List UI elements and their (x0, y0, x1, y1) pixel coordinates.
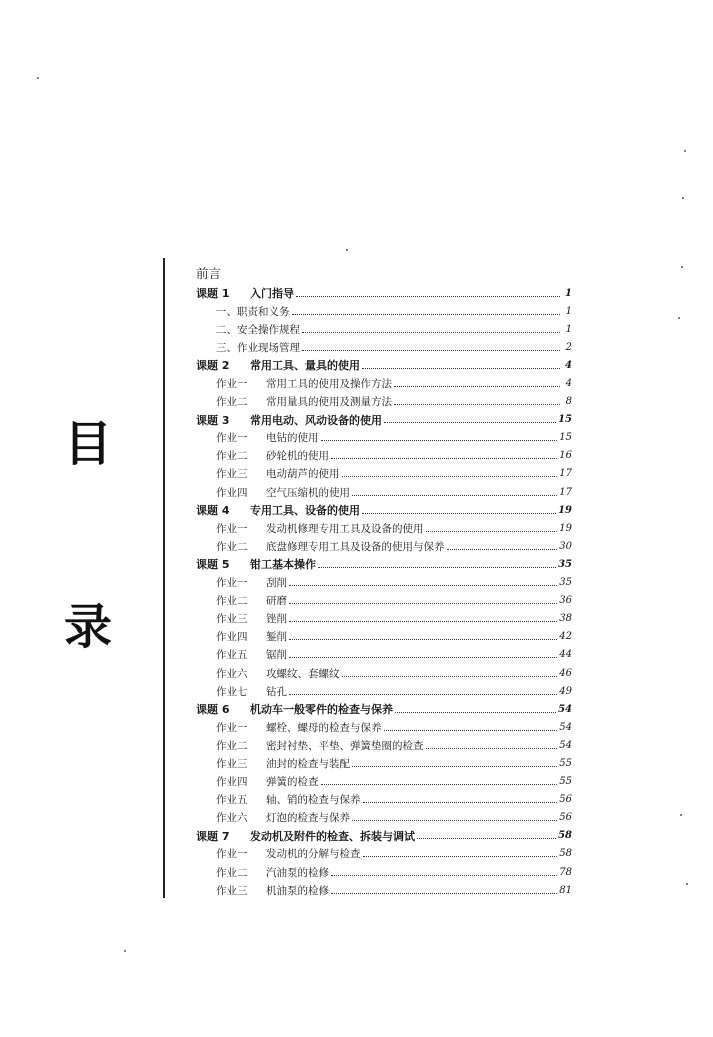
page-number: 4 (565, 378, 572, 390)
dot-leader (352, 758, 557, 767)
entry-title: 空气压缩机的使用 (266, 486, 350, 499)
entry-title: 机油泵的检修 (266, 884, 329, 897)
chapter-title: 发动机及附件的检查、拆装与调试 (250, 829, 415, 843)
entry-title: 电钻的使用 (266, 432, 319, 445)
entry-number: 作业三 (216, 468, 248, 481)
scan-speck (678, 317, 680, 319)
page-number: 35 (559, 577, 572, 589)
page-number: 55 (559, 776, 572, 788)
toc-entry[interactable] (196, 302, 572, 320)
dot-leader (352, 487, 557, 496)
dot-leader (363, 848, 558, 857)
toc-entry[interactable] (196, 465, 572, 483)
page-number: 30 (559, 540, 572, 552)
chapter-number: 课题 2 (196, 359, 230, 373)
entry-number: 作业六 (216, 812, 248, 825)
toc-entry[interactable] (196, 610, 572, 628)
toc-chapter[interactable] (196, 700, 572, 718)
entry-number: 作业一 (216, 522, 248, 535)
page-number: 58 (559, 848, 572, 860)
page-number: 36 (559, 595, 572, 607)
toc-chapter[interactable] (196, 411, 572, 429)
entry-title: 轴、销的检查与保养 (266, 794, 361, 807)
entry-number: 作业五 (216, 649, 248, 662)
page-number: 54 (558, 703, 572, 715)
chapter-number: 课题 4 (196, 504, 230, 518)
scan-speck (682, 197, 684, 199)
toc-entry[interactable] (196, 754, 572, 772)
toc-entry[interactable] (196, 881, 572, 899)
scan-speck (346, 249, 348, 251)
dot-leader (342, 468, 558, 477)
chapter-title: 常用工具、量具的使用 (250, 359, 360, 373)
entry-title: 弹簧的检查 (266, 776, 319, 789)
entry-title: 研磨 (266, 595, 287, 608)
toc-entry[interactable] (196, 393, 572, 411)
dot-leader (289, 577, 557, 586)
entry-title: 发动机修理专用工具及设备的使用 (266, 522, 424, 535)
toc-preface[interactable] (196, 262, 572, 284)
toc-entry[interactable] (196, 791, 572, 809)
page-number: 81 (559, 884, 572, 896)
page-number: 58 (558, 830, 572, 842)
page-number: 1 (565, 287, 572, 299)
chapter-number: 课题 7 (196, 829, 230, 843)
dot-leader (384, 414, 556, 423)
toc-chapter[interactable] (196, 827, 572, 845)
entry-title: 螺栓、螺母的检查与保养 (266, 721, 382, 734)
toc-chapter[interactable] (196, 501, 572, 519)
page-number: 54 (559, 739, 572, 751)
dot-leader (318, 559, 556, 568)
dot-leader (289, 613, 557, 622)
toc-chapter[interactable] (196, 356, 572, 374)
entry-number: 作业二 (216, 595, 248, 608)
entry-number: 作业三 (216, 757, 248, 770)
toc-entry[interactable] (196, 374, 572, 392)
toc-entry[interactable] (196, 845, 572, 863)
dot-leader (302, 342, 560, 351)
entry-number: 作业四 (216, 486, 248, 499)
dot-leader (362, 360, 560, 369)
chapter-title: 机动车一般零件的检查与保养 (250, 703, 393, 717)
toc-heading-char-1: 目 (63, 416, 112, 472)
entry-number: 作业五 (216, 794, 248, 807)
page-number: 46 (559, 667, 572, 679)
dot-leader (342, 668, 558, 677)
scan-speck (124, 950, 126, 952)
dot-leader (363, 794, 558, 803)
dot-leader (289, 649, 557, 658)
entry-number: 作业四 (216, 631, 248, 644)
entry-title: 刮削 (266, 577, 287, 590)
toc-entry[interactable] (196, 338, 572, 356)
scan-speck (681, 266, 683, 268)
entry-title: 攻螺纹、套螺纹 (266, 667, 340, 680)
dot-leader (384, 722, 558, 731)
scan-speck (684, 150, 686, 152)
dot-leader (296, 288, 560, 297)
chapter-title: 常用电动、风动设备的使用 (250, 413, 382, 427)
dot-leader (362, 505, 556, 514)
scan-speck (686, 883, 688, 885)
toc-entry[interactable] (196, 447, 572, 465)
entry-number: 作业三 (216, 884, 248, 897)
entry-title: 砂轮机的使用 (266, 450, 329, 463)
entry-number: 作业一 (216, 378, 248, 391)
toc-entry[interactable] (196, 646, 572, 664)
page-number: 55 (559, 757, 572, 769)
dot-leader (417, 830, 556, 839)
entry-number: 作业三 (216, 613, 248, 626)
page-number: 1 (565, 305, 572, 317)
chapter-number: 课题 3 (196, 413, 230, 427)
toc-entry[interactable] (196, 682, 572, 700)
entry-title: 底盘修理专用工具及设备的使用与保养 (266, 540, 445, 553)
entry-number: 作业一 (216, 848, 248, 861)
page-number: 19 (559, 522, 572, 534)
dot-leader (331, 450, 557, 459)
dot-leader (321, 432, 558, 441)
chapter-title: 专用工具、设备的使用 (250, 504, 360, 518)
chapter-number: 课题 1 (196, 287, 230, 301)
toc-entry[interactable] (196, 736, 572, 754)
entry-number: 作业六 (216, 667, 248, 680)
dot-leader (426, 740, 558, 749)
entry-number: 作业二 (216, 540, 248, 553)
toc-entry[interactable] (196, 320, 572, 338)
dot-leader (321, 776, 558, 785)
page-number: 78 (559, 866, 572, 878)
entry-title: 錾削 (266, 631, 287, 644)
entry-title: 发动机的分解与检查 (266, 848, 361, 861)
entry-title: 钻孔 (266, 685, 287, 698)
entry-number: 作业二 (216, 396, 248, 409)
scan-speck (37, 77, 39, 79)
page-number: 15 (558, 414, 572, 426)
toc-entry[interactable] (196, 863, 572, 881)
entry-number: 作业一 (216, 432, 248, 445)
toc-heading-char-2: 录 (63, 599, 112, 655)
toc-entry[interactable] (196, 664, 572, 682)
dot-leader (289, 686, 557, 695)
entry-number: 作业二 (216, 450, 248, 463)
entry-title: 三、作业现场管理 (216, 341, 300, 354)
entry-title: 电动葫芦的使用 (266, 468, 340, 481)
chapter-number: 课题 6 (196, 703, 230, 717)
toc-entry[interactable] (196, 592, 572, 610)
entry-number: 作业一 (216, 577, 248, 590)
page-number: 49 (559, 685, 572, 697)
chapter-number: 课题 5 (196, 558, 230, 572)
dot-leader (289, 595, 557, 604)
chapter-title: 入门指导 (250, 287, 294, 301)
dot-leader (426, 523, 558, 532)
page-number: 56 (559, 812, 572, 824)
toc-preface-title: 前言 (196, 266, 222, 281)
page-number: 42 (559, 631, 572, 643)
dot-leader (447, 541, 558, 550)
toc-entry[interactable] (196, 483, 572, 501)
dot-leader (394, 396, 560, 405)
scan-speck (680, 814, 682, 816)
dot-leader (394, 378, 560, 387)
dot-leader (395, 704, 556, 713)
entry-number: 作业七 (216, 685, 248, 698)
entry-title: 一、职责和义务 (216, 305, 290, 318)
page-number: 19 (558, 504, 572, 516)
chapter-title: 钳工基本操作 (250, 558, 316, 572)
dot-leader (331, 885, 557, 894)
page-number: 17 (559, 468, 572, 480)
toc-entry[interactable] (196, 718, 572, 736)
page-number: 1 (565, 323, 572, 335)
entry-title: 二、安全操作规程 (216, 323, 300, 336)
entry-title: 锉削 (266, 613, 287, 626)
toc-entry[interactable] (196, 537, 572, 555)
entry-title: 常用工具的使用及操作方法 (266, 378, 392, 391)
page-number: 38 (559, 613, 572, 625)
entry-title: 汽油泵的检修 (266, 866, 329, 879)
toc-chapter[interactable] (196, 555, 572, 573)
entry-title: 油封的检查与装配 (266, 757, 350, 770)
margin-rule (163, 258, 165, 898)
page-number: 54 (559, 721, 572, 733)
page-number: 4 (565, 359, 572, 371)
dot-leader (331, 867, 557, 876)
toc-entry[interactable] (196, 773, 572, 791)
toc-entry[interactable] (196, 628, 572, 646)
page-number: 15 (559, 432, 572, 444)
toc-entry[interactable] (196, 574, 572, 592)
entry-title: 常用量具的使用及测量方法 (266, 396, 392, 409)
page-number: 56 (559, 794, 572, 806)
page-number: 17 (559, 486, 572, 498)
toc-chapter[interactable] (196, 284, 572, 302)
entry-title: 锯削 (266, 649, 287, 662)
page-number: 2 (565, 341, 572, 353)
entry-number: 作业四 (216, 776, 248, 789)
entry-title: 灯泡的检查与保养 (266, 812, 350, 825)
dot-leader (302, 324, 560, 333)
entry-number: 作业二 (216, 866, 248, 879)
table-of-contents (196, 262, 572, 899)
page-number: 44 (559, 649, 572, 661)
toc-entry[interactable] (196, 519, 572, 537)
page-number: 16 (559, 450, 572, 462)
toc-entry[interactable] (196, 429, 572, 447)
page-number: 8 (565, 396, 572, 408)
entry-title: 密封衬垫、平垫、弹簧垫圈的检查 (266, 739, 424, 752)
dot-leader (352, 812, 557, 821)
dot-leader (289, 631, 557, 640)
entry-number: 作业二 (216, 739, 248, 752)
toc-entry[interactable] (196, 809, 572, 827)
entry-number: 作业一 (216, 721, 248, 734)
dot-leader (292, 306, 561, 315)
page-number: 35 (558, 558, 572, 570)
